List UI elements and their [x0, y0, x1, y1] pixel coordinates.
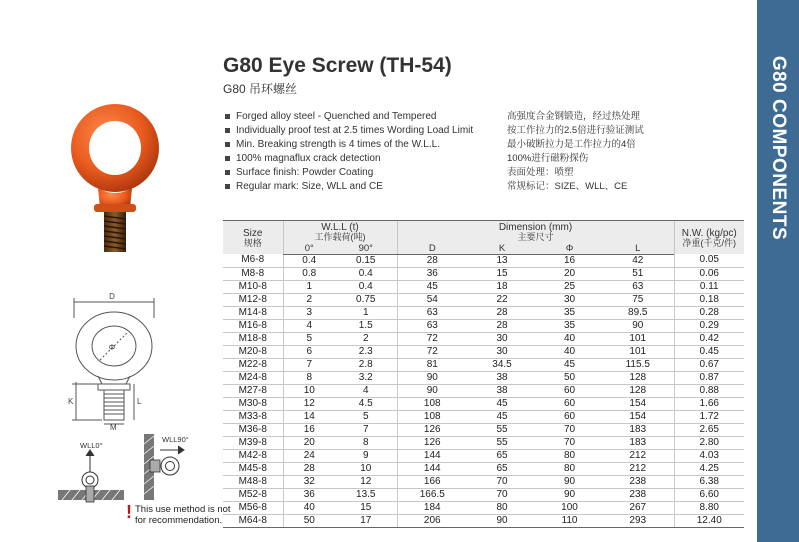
page-subtitle: G80 吊环螺丝	[223, 82, 298, 96]
wll-90-cell: 12	[335, 475, 397, 488]
table-row	[223, 410, 744, 423]
size-cell: M6-8	[223, 254, 283, 267]
dim-phi-cell: 16	[537, 254, 602, 267]
size-cell: M27-8	[223, 384, 283, 397]
wll-90-cell: 13.5	[335, 488, 397, 501]
table-row	[223, 488, 744, 501]
size-cell: M45-8	[223, 462, 283, 475]
wll-90-cell: 0.75	[335, 293, 397, 306]
size-cell: M33-8	[223, 410, 283, 423]
dim-k-cell: 18	[467, 280, 537, 293]
eye-screw-product-image	[60, 96, 170, 256]
table-row	[223, 358, 744, 371]
dim-l-cell: 212	[602, 462, 674, 475]
dim-phi-cell: 35	[537, 306, 602, 319]
wll-0-cell: 1	[283, 280, 335, 293]
dim-label-phi: Φ	[108, 343, 116, 352]
dimension-header: Dimension (mm) 主要尺寸	[397, 221, 674, 243]
dim-phi-cell: 40	[537, 345, 602, 358]
table-row	[223, 514, 744, 527]
feature-item: Forged alloy steel - Quenched and Tempered	[225, 110, 473, 124]
dim-l-cell: 115.5	[602, 358, 674, 371]
table-row	[223, 254, 744, 267]
dim-l-cell: 267	[602, 501, 674, 514]
wll-0-cell: 3	[283, 306, 335, 319]
size-cell: M12-8	[223, 293, 283, 306]
dim-d-cell: 72	[397, 345, 467, 358]
net-weight-cell: 2.65	[674, 423, 744, 436]
table-row	[223, 449, 744, 462]
dim-d-cell: 36	[397, 267, 467, 280]
net-weight-cell: 6.38	[674, 475, 744, 488]
page-title: G80 Eye Screw (TH-54)	[223, 54, 452, 77]
wll-90-cell: 3.2	[335, 371, 397, 384]
dim-label-d: D	[109, 292, 115, 301]
table-row	[223, 475, 744, 488]
size-cell: M22-8	[223, 358, 283, 371]
net-weight-cell: 0.18	[674, 293, 744, 306]
dim-l-cell: 101	[602, 332, 674, 345]
dim-l-cell: 75	[602, 293, 674, 306]
size-cell: M16-8	[223, 319, 283, 332]
dim-l-cell: 89.5	[602, 306, 674, 319]
wll-0-cell: 32	[283, 475, 335, 488]
dim-phi-cell: 110	[537, 514, 602, 527]
net-weight-cell: 0.28	[674, 306, 744, 319]
dim-phi-cell: 45	[537, 358, 602, 371]
size-cell: M10-8	[223, 280, 283, 293]
usage-warning	[126, 504, 231, 526]
net-weight-cell: 1.72	[674, 410, 744, 423]
dim-k-cell: 30	[467, 345, 537, 358]
dim-phi-cell: 60	[537, 397, 602, 410]
net-weight-cell: 0.88	[674, 384, 744, 397]
size-cell: M14-8	[223, 306, 283, 319]
wll-0-header: 0°	[283, 243, 335, 255]
dim-phi-cell: 90	[537, 475, 602, 488]
size-cell: M48-8	[223, 475, 283, 488]
dimension-drawing	[62, 288, 172, 430]
usage-side-lift-diagram	[140, 430, 215, 505]
side-category-band	[757, 0, 799, 542]
dim-k-cell: 65	[467, 449, 537, 462]
table-row	[223, 306, 744, 319]
dim-k-cell: 65	[467, 462, 537, 475]
dim-d-cell: 144	[397, 449, 467, 462]
net-weight-cell: 0.29	[674, 319, 744, 332]
dim-d-cell: 63	[397, 319, 467, 332]
wll-90-cell: 1.5	[335, 319, 397, 332]
dim-l-cell: 238	[602, 488, 674, 501]
feature-item: Individually proof test at 2.5 times Wording Load Limit	[225, 124, 473, 138]
wll-90-label: WLL90°	[162, 435, 189, 444]
dim-l-cell: 101	[602, 345, 674, 358]
dim-phi-cell: 50	[537, 371, 602, 384]
wll-0-cell: 20	[283, 436, 335, 449]
wll-90-cell: 8	[335, 436, 397, 449]
wll-0-cell: 14	[283, 410, 335, 423]
wll-0-cell: 40	[283, 501, 335, 514]
dim-k-cell: 90	[467, 514, 537, 527]
dim-phi-cell: 60	[537, 384, 602, 397]
table-row	[223, 397, 744, 410]
table-row	[223, 319, 744, 332]
feature-item-cn: 表面处理：喷塑	[507, 167, 574, 178]
dim-phi-cell: 60	[537, 410, 602, 423]
table-row	[223, 501, 744, 514]
size-cell: M42-8	[223, 449, 283, 462]
dim-phi-cell: 20	[537, 267, 602, 280]
dim-d-cell: 63	[397, 306, 467, 319]
usage-vertical-lift-diagram	[56, 430, 126, 505]
dim-d-cell: 108	[397, 397, 467, 410]
dim-phi-cell: 25	[537, 280, 602, 293]
warning-line-1: This use method is not	[135, 504, 231, 515]
dim-k-cell: 70	[467, 475, 537, 488]
table-row	[223, 423, 744, 436]
net-weight-cell: 0.67	[674, 358, 744, 371]
dim-d-cell: 126	[397, 423, 467, 436]
dim-phi-header: Φ	[537, 243, 602, 255]
dim-d-cell: 144	[397, 462, 467, 475]
size-cell: M39-8	[223, 436, 283, 449]
wll-90-cell: 9	[335, 449, 397, 462]
table-row	[223, 280, 744, 293]
wll-90-cell: 4.5	[335, 397, 397, 410]
wll-0-cell: 8	[283, 371, 335, 384]
dim-k-cell: 28	[467, 306, 537, 319]
net-weight-cell: 6.60	[674, 488, 744, 501]
dim-k-cell: 38	[467, 371, 537, 384]
table-row	[223, 436, 744, 449]
dim-l-cell: 63	[602, 280, 674, 293]
dim-k-cell: 13	[467, 254, 537, 267]
dim-l-cell: 154	[602, 410, 674, 423]
wll-90-header: 90°	[335, 243, 397, 255]
dim-l-cell: 183	[602, 436, 674, 449]
wll-90-cell: 2	[335, 332, 397, 345]
dim-phi-cell: 80	[537, 449, 602, 462]
net-weight-cell: 0.05	[674, 254, 744, 267]
dim-k-cell: 55	[467, 423, 537, 436]
dim-d-cell: 166.5	[397, 488, 467, 501]
size-cell: M36-8	[223, 423, 283, 436]
wll-0-cell: 2	[283, 293, 335, 306]
size-header: Size 规格	[223, 221, 283, 255]
wll-0-cell: 0.8	[283, 267, 335, 280]
dim-l-cell: 90	[602, 319, 674, 332]
feature-list-en	[225, 110, 473, 194]
wll-90-cell: 4	[335, 384, 397, 397]
dim-l-cell: 42	[602, 254, 674, 267]
wll-0-cell: 5	[283, 332, 335, 345]
spec-table	[223, 220, 744, 528]
net-weight-cell: 0.42	[674, 332, 744, 345]
dim-d-cell: 81	[397, 358, 467, 371]
table-row	[223, 462, 744, 475]
table-row	[223, 371, 744, 384]
feature-item: 100% magnaflux crack detection	[225, 152, 473, 166]
spec-table-body	[223, 254, 744, 527]
feature-item: Regular mark: Size, WLL and CE	[225, 180, 473, 194]
net-weight-cell: 8.80	[674, 501, 744, 514]
net-weight-cell: 4.25	[674, 462, 744, 475]
dim-phi-cell: 90	[537, 488, 602, 501]
dim-d-cell: 90	[397, 384, 467, 397]
net-weight-cell: 12.40	[674, 514, 744, 527]
wll-90-cell: 0.15	[335, 254, 397, 267]
dim-d-cell: 90	[397, 371, 467, 384]
size-cell: M24-8	[223, 371, 283, 384]
dim-d-cell: 126	[397, 436, 467, 449]
size-cell: M20-8	[223, 345, 283, 358]
wll-90-cell: 10	[335, 462, 397, 475]
dim-l-cell: 128	[602, 371, 674, 384]
net-weight-cell: 1.66	[674, 397, 744, 410]
size-cell: M64-8	[223, 514, 283, 527]
wll-90-cell: 5	[335, 410, 397, 423]
dim-k-cell: 55	[467, 436, 537, 449]
dim-phi-cell: 35	[537, 319, 602, 332]
feature-item: Surface finish: Powder Coating	[225, 166, 473, 180]
feature-item-cn: 最小破断拉力是工作拉力的4倍	[507, 139, 636, 150]
net-weight-cell: 0.11	[674, 280, 744, 293]
wll-90-cell: 15	[335, 501, 397, 514]
dim-phi-cell: 100	[537, 501, 602, 514]
wll-90-cell: 0.4	[335, 267, 397, 280]
wll-0-cell: 12	[283, 397, 335, 410]
warning-icon: !	[126, 502, 132, 522]
feature-item-cn: 按工作拉力的2.5倍进行验证测试	[507, 125, 644, 136]
wll-90-cell: 1	[335, 306, 397, 319]
net-weight-cell: 4.03	[674, 449, 744, 462]
wll-0-cell: 4	[283, 319, 335, 332]
dim-phi-cell: 70	[537, 423, 602, 436]
wll-0-cell: 16	[283, 423, 335, 436]
dim-k-cell: 15	[467, 267, 537, 280]
dim-k-cell: 45	[467, 410, 537, 423]
wll-0-cell: 24	[283, 449, 335, 462]
dim-k-header: K	[467, 243, 537, 255]
net-weight-cell: 0.45	[674, 345, 744, 358]
dim-d-cell: 72	[397, 332, 467, 345]
dim-l-cell: 183	[602, 423, 674, 436]
wll-90-cell: 17	[335, 514, 397, 527]
dim-l-cell: 51	[602, 267, 674, 280]
table-row	[223, 267, 744, 280]
wll-0-cell: 6	[283, 345, 335, 358]
feature-item-cn: 常规标记：SIZE、WLL、CE	[507, 181, 628, 192]
dim-l-cell: 293	[602, 514, 674, 527]
dim-l-cell: 212	[602, 449, 674, 462]
dim-d-cell: 206	[397, 514, 467, 527]
dim-k-cell: 34.5	[467, 358, 537, 371]
dim-k-cell: 22	[467, 293, 537, 306]
wll-header: W.L.L (t) 工作载荷(吨)	[283, 221, 397, 243]
dim-d-header: D	[397, 243, 467, 255]
dim-phi-cell: 40	[537, 332, 602, 345]
net-weight-cell: 0.87	[674, 371, 744, 384]
dim-d-cell: 166	[397, 475, 467, 488]
wll-90-cell: 0.4	[335, 280, 397, 293]
dim-phi-cell: 30	[537, 293, 602, 306]
wll-0-cell: 0.4	[283, 254, 335, 267]
size-cell: M30-8	[223, 397, 283, 410]
dim-k-cell: 70	[467, 488, 537, 501]
dim-d-cell: 184	[397, 501, 467, 514]
table-row	[223, 332, 744, 345]
wll-0-label: WLL0°	[80, 441, 103, 450]
wll-0-cell: 10	[283, 384, 335, 397]
dim-l-header: L	[602, 243, 674, 255]
feature-item-cn: 100%进行磁粉探伤	[507, 153, 589, 164]
dim-k-cell: 28	[467, 319, 537, 332]
dim-k-cell: 38	[467, 384, 537, 397]
size-cell: M8-8	[223, 267, 283, 280]
weight-header: N.W. (kg/pc) 净重(千克/件)	[674, 221, 744, 255]
dim-phi-cell: 70	[537, 436, 602, 449]
dim-label-k: K	[68, 397, 74, 406]
table-row	[223, 384, 744, 397]
dim-d-cell: 45	[397, 280, 467, 293]
net-weight-cell: 2.80	[674, 436, 744, 449]
dim-d-cell: 54	[397, 293, 467, 306]
table-row	[223, 293, 744, 306]
net-weight-cell: 0.06	[674, 267, 744, 280]
wll-90-cell: 2.3	[335, 345, 397, 358]
dim-l-cell: 238	[602, 475, 674, 488]
dim-l-cell: 154	[602, 397, 674, 410]
feature-list-cn	[507, 110, 644, 194]
wll-0-cell: 50	[283, 514, 335, 527]
dim-k-cell: 30	[467, 332, 537, 345]
wll-0-cell: 36	[283, 488, 335, 501]
feature-item-cn: 高强度合金钢锻造，经过热处理	[507, 111, 641, 122]
table-row	[223, 345, 744, 358]
wll-0-cell: 28	[283, 462, 335, 475]
size-cell: M52-8	[223, 488, 283, 501]
dim-d-cell: 108	[397, 410, 467, 423]
dim-k-cell: 80	[467, 501, 537, 514]
feature-item: Min. Breaking strength is 4 times of the W.L.L.	[225, 138, 473, 152]
category-label: G80 COMPONENTS	[768, 55, 789, 241]
dim-k-cell: 45	[467, 397, 537, 410]
dim-phi-cell: 80	[537, 462, 602, 475]
dim-label-m: M	[110, 423, 117, 430]
dim-label-l: L	[137, 397, 142, 406]
dim-l-cell: 128	[602, 384, 674, 397]
wll-0-cell: 7	[283, 358, 335, 371]
size-cell: M56-8	[223, 501, 283, 514]
warning-line-2: for recommendation.	[135, 515, 223, 526]
size-cell: M18-8	[223, 332, 283, 345]
dim-d-cell: 28	[397, 254, 467, 267]
wll-90-cell: 2.8	[335, 358, 397, 371]
wll-90-cell: 7	[335, 423, 397, 436]
